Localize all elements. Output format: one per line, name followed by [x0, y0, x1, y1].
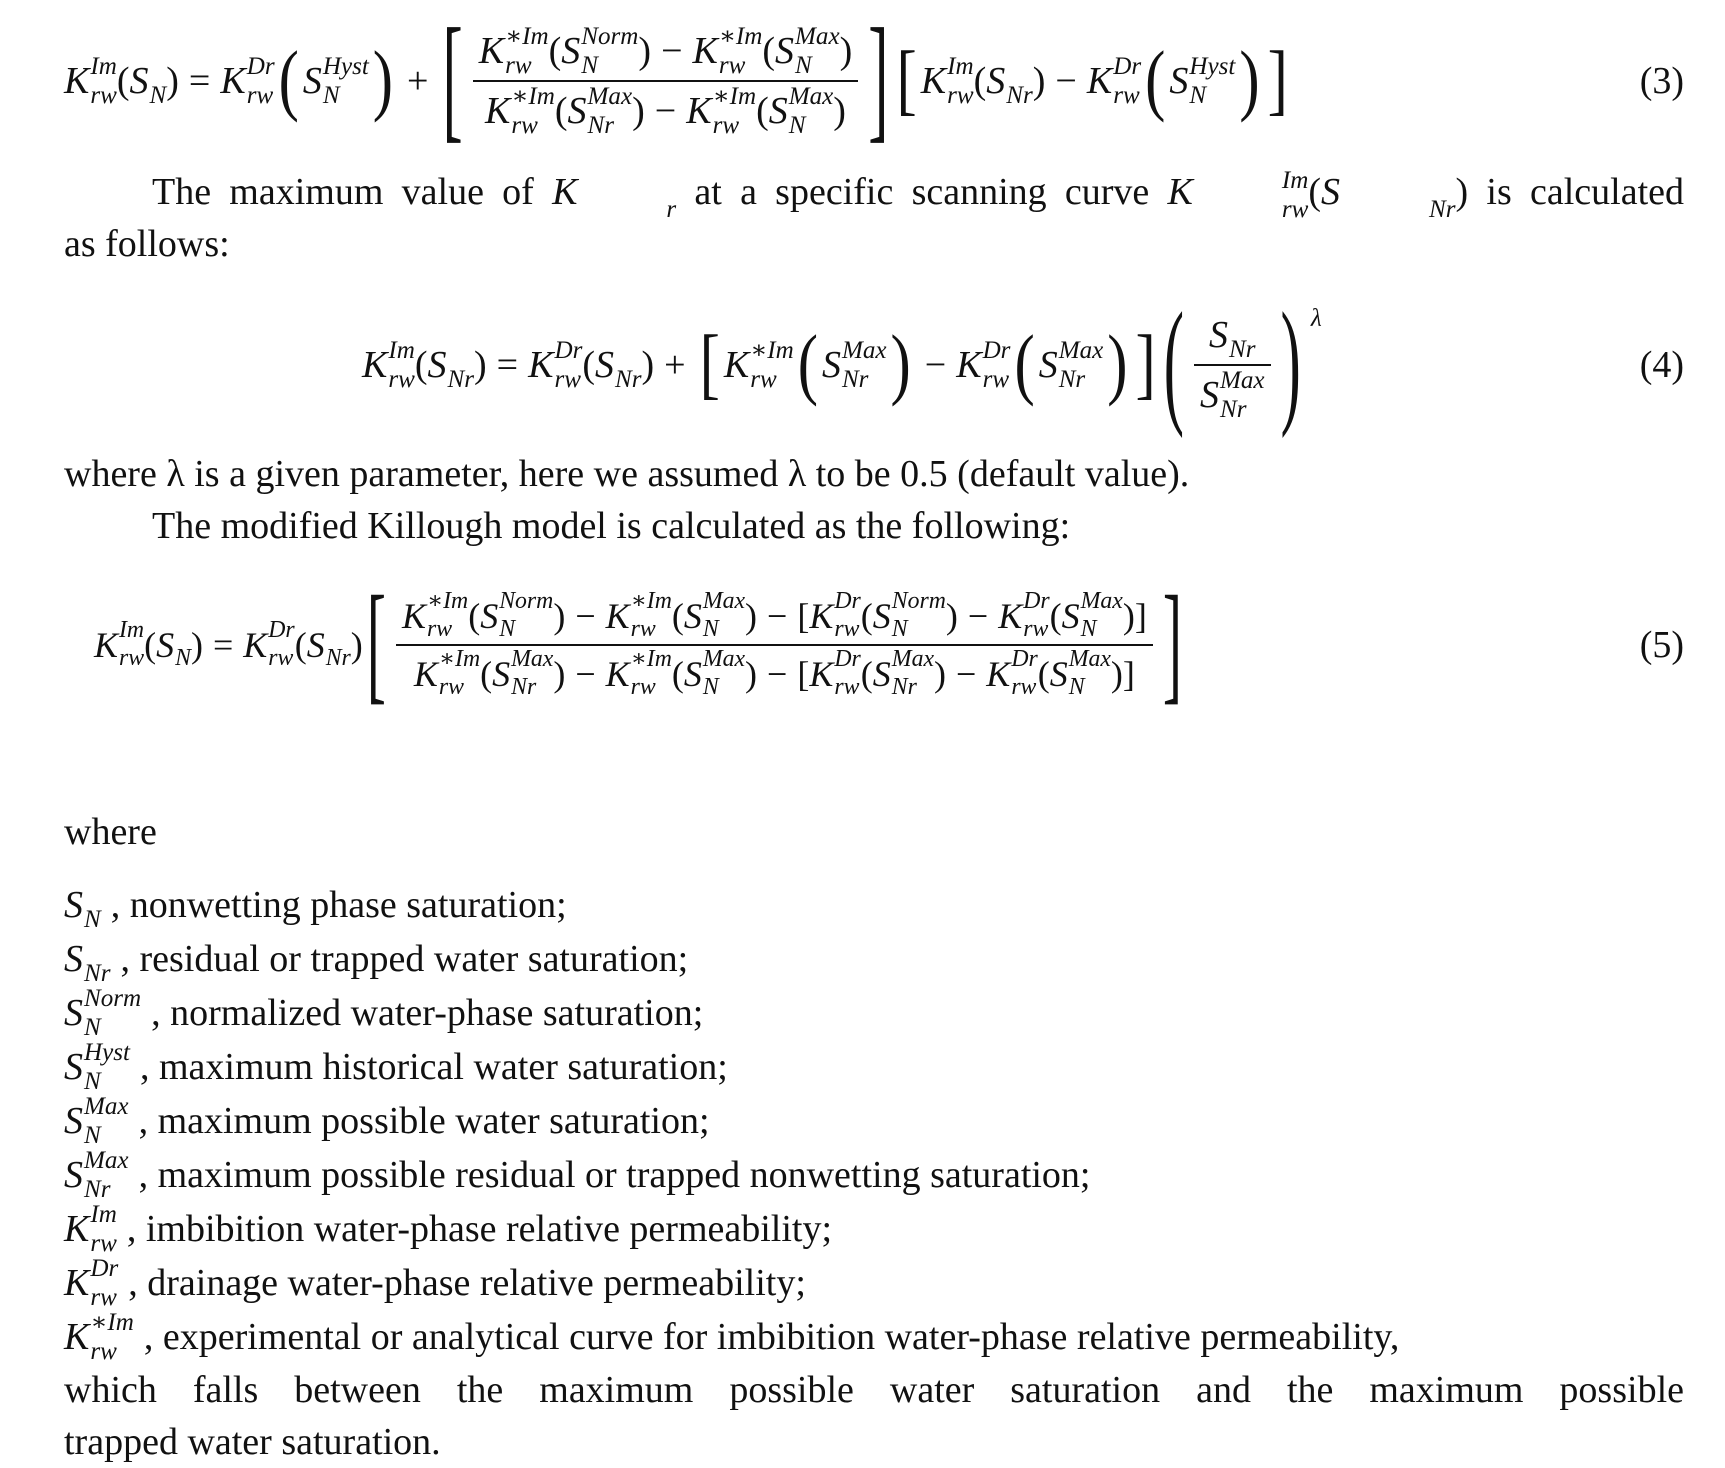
- definition-item: K Dr rw , drainage water-phase relative permeability;: [64, 1254, 806, 1311]
- equation-5-number: (5): [1639, 624, 1684, 666]
- equation-3-fraction: K ∗Im rw ( S Norm N ) − K ∗Im rw ( S Max N ) K ∗Im rw ( S Max Nr ) − K ∗Im rw ( S Max N ): [473, 26, 859, 136]
- definition-text: , residual or trapped water saturation;: [120, 938, 689, 980]
- equation-4-number: (4): [1639, 344, 1684, 386]
- definition-item: S Norm N , normalized water-phase saturation;: [64, 984, 704, 1041]
- paragraph-kr-max-cont: as follows:: [64, 223, 230, 265]
- paragraph-kr-max: The maximum value of K r at a specific scanning curve K Im rw (S Nr ) is calculated: [152, 167, 1684, 224]
- definition-continuation: which falls between the maximum possible water saturation and the maximum possible: [64, 1369, 1684, 1411]
- definition-text: , imbibition water-phase relative permeability;: [126, 1208, 833, 1250]
- equation-3-body: K Im rw ( S N ) = K Dr rw ( S Hyst N ) + [ K ∗Im rw ( S Norm N ) − K ∗Im rw ( S Max N ) K ∗Im rw ( S Max Nr ) − K ∗Im rw ( S Max N ) ] [ K Im rw ( S Nr ) − K Dr rw ( S Hyst N ) ]: [64, 1, 1288, 156]
- definition-item: K Im rw , imbibition water-phase relative permeability;: [64, 1200, 833, 1257]
- equation-5: [64, 571, 1684, 717]
- definition-text: , maximum possible water saturation;: [138, 1100, 710, 1142]
- equation-4-fraction: S Nr S Max Nr: [1194, 310, 1271, 420]
- definition-item: S Nr , residual or trapped water saturation;: [64, 938, 689, 987]
- paragraph-text: is calculated: [1486, 171, 1684, 213]
- definition-continuation: trapped water saturation.: [64, 1421, 441, 1463]
- definition-item: K ∗Im rw , experimental or analytical curve for imbibition water-phase relative permeability,: [64, 1308, 1400, 1365]
- equation-5-fraction: K ∗Im rw ( S Norm N ) − K ∗Im rw ( S Max N ) − [ K Dr rw ( S Norm N ) − K Dr rw ( S Max N )] K ∗Im rw ( S Max Nr ) − K ∗Im rw ( S Max N ) − [ K Dr rw ( S Max Nr ) − K Dr rw ( S Max N )]: [396, 592, 1153, 697]
- definition-item: S N , nonwetting phase saturation;: [64, 884, 567, 933]
- paragraph-lambda: where λ is a given parameter, here we assumed λ to be 0.5 (default value).: [64, 453, 1190, 495]
- definition-item: S Max Nr , maximum possible residual or trapped nonwetting saturation;: [64, 1146, 1091, 1203]
- equation-4: [64, 285, 1684, 440]
- definition-text: , drainage water-phase relative permeability;: [128, 1262, 806, 1304]
- definition-text: , maximum historical water saturation;: [139, 1046, 728, 1088]
- where-label: where: [64, 811, 157, 853]
- definitions-list: [64, 878, 1684, 1468]
- equation-4-exponent: λ: [1310, 305, 1322, 332]
- definition-text: , maximum possible residual or trapped nonwetting saturation;: [138, 1154, 1091, 1196]
- paragraph-text: at a specific scanning curve: [694, 171, 1150, 213]
- paragraph-killough-intro: The modified Killough model is calculated as the following:: [152, 505, 1071, 547]
- equation-5-body: K Im rw ( S N ) = K Dr rw ( S Nr ) [ K ∗Im rw ( S Norm N ) − K ∗Im rw ( S Max N ) − [ K Dr rw ( S Norm N ) − K Dr rw ( S Max N )] K ∗Im rw ( S Max Nr ) − K ∗Im rw ( S Max N ) − [ K Dr rw ( S Max Nr ) − K Dr rw ( S Max N )] ]: [94, 571, 1183, 717]
- equation-3: [64, 1, 1684, 156]
- paragraph-text: The maximum value of: [152, 171, 534, 213]
- definition-text: , normalized water-phase saturation;: [151, 992, 704, 1034]
- definition-item: S Hyst N , maximum historical water saturation;: [64, 1038, 728, 1095]
- definition-text: , nonwetting phase saturation;: [110, 884, 567, 926]
- definition-item: S Max N , maximum possible water saturation;: [64, 1092, 710, 1149]
- equation-3-number: (3): [1639, 60, 1684, 102]
- equation-4-body: K Im rw ( S Nr ) = K Dr rw ( S Nr ) + [ K ∗Im rw ( S Max Nr ) − K Dr rw ( S Max Nr ) ] ( S Nr S Max Nr ) λ: [361, 285, 1322, 440]
- definition-text: , experimental or analytical curve for imbibition water-phase relative permeability,: [143, 1316, 1400, 1358]
